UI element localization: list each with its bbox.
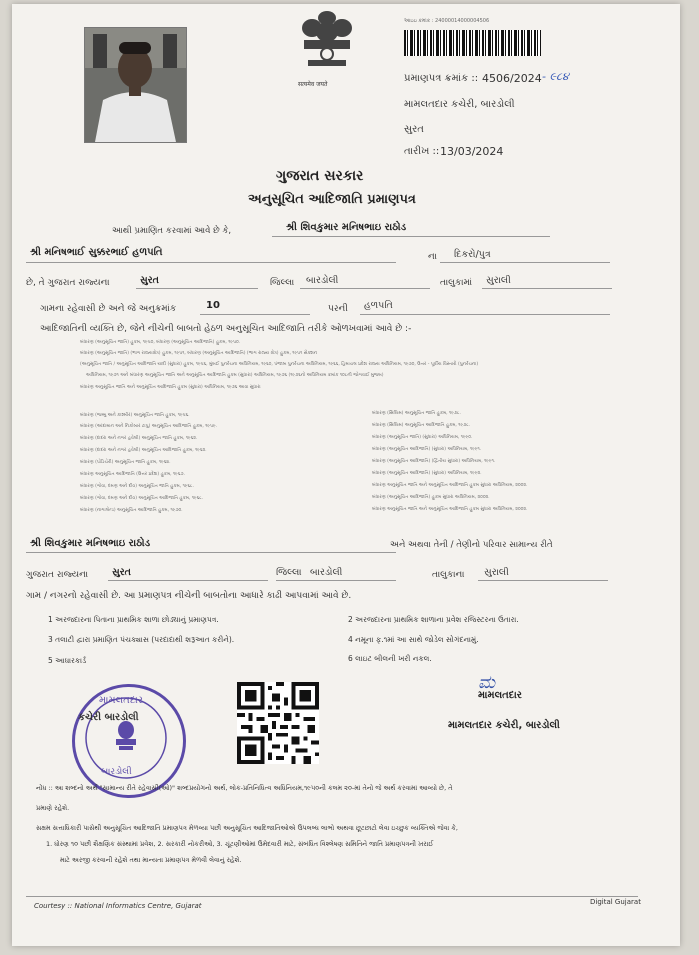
family-text: અને અથવા તેની / તેણીનો પરિવાર સામાન્ય રીતે	[390, 540, 553, 550]
note-1: નોંધ :: આ શબ્દનો અર્થ "સામાન્ય રીતે રહેવાસી(ઓ)" શબ્દપ્રયોગનો અર્થ, લોક-પ્રતિનિધિત્વ અધિનિયમ,૧૯૫૦ની કલમ ૨૦-માં તેનો જે અર્થ કરવામાં આવ્યો છે, તે	[36, 784, 453, 792]
emblem-caption: सत्यमेव जयते	[298, 81, 328, 88]
cert-no-handwritten: - ૯૮૪	[542, 70, 569, 83]
official-stamp	[72, 684, 186, 798]
signatory-title: મામલતદાર	[478, 690, 522, 701]
serial-value: 10	[206, 300, 220, 311]
applicant-name-2: શ્રી શિવકુમાર મનિષભાઇ રાઠોડ	[30, 538, 151, 549]
district2-value: સુરત	[112, 567, 131, 578]
caste-value: હળપતિ	[364, 300, 393, 311]
order-item: બંધારણ (અનુસૂચિત આદિજાતિ) (સુધારા) અધિનિયમ, ૧૯૯૧.	[372, 447, 482, 452]
note-1b: પ્રમાણે રહેશે.	[36, 804, 70, 812]
relation: દિકરો/પુત્ર	[454, 249, 491, 260]
order-item: બંધારણ (ગોવા, દમણ અને દીવ) અનુસૂચિત આદિજાતિ હુકમ, ૧૯૬૮.	[80, 496, 204, 501]
taluka-value: બારડોલી	[306, 275, 339, 286]
village-value: સુરાલી	[486, 275, 511, 286]
order-item: બંધારણ અનુસૂચિત જાતિ અને અનુસૂચિત આદિજાતિ હુકમ સુધારા અધિનિયમ, ૨૦૦૨.	[372, 507, 528, 512]
taluka2-value: બારડોલી	[310, 567, 343, 578]
certificate-title: અનુસૂચિત આદિજાતિ પ્રમાણપત્ર	[248, 192, 416, 207]
applicant-name: શ્રી શિવકુમાર મનિષભાઇ રાઠોડ	[286, 222, 407, 233]
order-item: બંધારણ અનુસૂચિત જાતિ અને અનુસૂચિત આદિજાતિ હુકમ (સુધારા) અધિનિયમ, ૧૯૭૬ આવા સુધારા	[80, 385, 261, 390]
order-item: બંધારણ અનુસૂચિત આદિજાતિ (ઉત્તર પ્રદેશ) હુકમ, ૧૯૬૭.	[80, 472, 185, 477]
document-item: 4 નમૂના ફ.૧માં આ સાથે જોડેલ સોગંદનામું.	[348, 635, 479, 644]
stamp-overlay-text: કચેરી બારડોલી	[78, 712, 139, 723]
govt-title: ગુજરાત સરકાર	[276, 168, 364, 184]
district-label: જિલ્લા	[270, 278, 295, 288]
issue-date: 13/03/2024	[440, 145, 504, 158]
basis-text: ગામ / નગરનો રહેવાસી છે. આ પ્રમાણપત્ર નીચેની બાબતોના આધારે કાઢી આપવામાં આવે છે.	[26, 591, 352, 601]
district2-label: જિલ્લા	[276, 567, 302, 578]
stamp-bottom-text: બારડોલી	[101, 767, 132, 777]
order-item: બંધારણ (અનુસૂચિત જાતિ) (ભાગ રાજ્યક્ષેત્ર) હુકમ, ૧૯૫૧, બંધારણ (અનુસૂચિત આદિજાતિ) (ભાગ રાજ્ય ક્ષેત્ર) હુકમ, ૧૯૫૧ સેક્શન	[80, 351, 318, 356]
signatory-office: મામલતદાર કચેરી, બારડોલી	[448, 720, 560, 731]
certify-text: આથી પ્રમાણિત કરવામાં આવે છે કે,	[112, 226, 232, 236]
document-item: 6 લાઇટ બીલની ખરી નકલ.	[348, 654, 432, 663]
national-emblem-icon	[294, 8, 360, 88]
cert-no-label: પ્રમાણપત્ર ક્રમાંક ::	[404, 73, 479, 84]
parent-name: શ્રી મનિષભાઈ સુક્કરભાઈ હળપતિ	[30, 247, 163, 258]
document-item: 5 આધારકાર્ડ	[48, 656, 87, 665]
date-label: તારીખ ::	[404, 146, 440, 157]
footer-divider	[26, 896, 638, 897]
barcode-number: આઇઇ કમાંક : 24000014000004506	[404, 18, 490, 24]
note-3: 1. ધોરણ ૧૦ પછી શૈક્ષણિક સંસ્થામાં પ્રવેશ, 2. સરકારી નોકરીઓ, 3. ચૂંટણીઓમાં ઉમેદવારી માટે, સંબંધિત વિશ્લેષણ સમિતિને જાતિ પ્રમાણપત્રની ખરાઈ	[46, 840, 434, 848]
order-item: બંધારણ (અનુસૂચિત આદિજાતિ) (સુધારા) અધિનિયમ, ૧૯૯૨.	[372, 471, 482, 476]
recognized-text: આદિજાતિની વ્યક્તિ છે, જેને નીચેની બાબતો હેઠળ અનુસૂચિત આદિજાતિ તરીકે ઓળખવામાં આવે છે :-	[40, 324, 412, 334]
order-item: બંધારણ (અનુસૂચિત જાતિ) હુકમ, ૧૯૫૦, બંધારણ (અનુસૂચિત આદિજાતિ) હુકમ, ૧૯૫૦.	[80, 340, 241, 345]
cert-no: 4506/2024	[482, 72, 542, 85]
order-item: બંધારણ (નાગાલેન્ડ) અનુસૂચિત આદિજાતિ હુકમ, ૧૯૭૦.	[80, 508, 183, 513]
footer-brand: Digital Gujarat	[590, 898, 641, 906]
state2-prefix: ગુજરાત રાજ્યના	[26, 570, 89, 580]
order-item: (અનુસૂચિત જાતિ / અનુસૂચિત આદિજાતિ યાદી (સુધારા) હુકમ, ૧૯૫૬, મુંબઈ પુનર્રચના અધિનિયમ, ૧૯૬૦, પંજાબ પુનર્રચના અધિનિયમ, ૧૯૬૬, હિમાચલ પ્રદેશ રાજ્ય અધિનિયમ, ૧૯૭૦, ઉત્તર - પૂર્વીય વિસ્તારો (પુનર્રચના)	[80, 362, 479, 367]
office-line1: મામલતદાર કચેરી, બારડોલી	[404, 99, 515, 110]
order-item: બંધારણ (જમ્મુ અને કાશ્મીર) અનુસૂચિત જાતિ હુકમ, ૧૯૫૬.	[80, 413, 190, 418]
order-item: બંધારણ (દાદરા અને નગર હવેલી) અનુસૂચિત જાતિ હુકમ, ૧૯૬૨.	[80, 436, 198, 441]
caste-label: પરની	[328, 304, 348, 314]
order-item: અધિનિયમ, ૧૯૭૧ અને બંધારણ અનુસૂચિત જાતિ અને અનુસૂચિત આદિજાતિ હુકમ (સુધારા) અધિનિયમ, ૧૯૭૬ (૧૯૭૬નો અધિનિયમ ક્રમાંક ૧૦૮ની જોગવાઈ મુજબ)	[86, 373, 384, 378]
village2-value: સુરાલી	[484, 567, 509, 578]
order-item: બંધારણ (અનુસૂચિત જાતિ) (સુધારા) અધિનિયમ, ૧૯૯૦.	[372, 435, 473, 440]
district-value: સુરત	[140, 275, 159, 286]
document-item: 2 અરજદારના પ્રાથમિક શાળાના પ્રવેશ રજિસ્ટરના ઉતારા.	[348, 615, 519, 624]
relation-prefix: ના	[428, 252, 437, 262]
order-item: બંધારણ (સિક્કિમ) અનુસૂચિત આદિજાતિ હુકમ, ૧૯૭૮.	[372, 423, 471, 428]
document-item: 1 અરજદારના પિતાના પ્રાથમિક શાળા છોડ્યાનું પ્રમાણપત્ર.	[48, 615, 219, 624]
order-item: બંધારણ (અનુસૂચિત આદિજાતિ) હુકમ સુધારા અધિનિયમ, ૨૦૦૨.	[372, 495, 490, 500]
footer-courtesy: Courtesy :: National Informatics Centre, Gujarat	[34, 902, 202, 910]
order-item: બંધારણ (આંદામાન અને નિકોબાર ટાપુ) અનુસૂચિત આદિજાતિ હુકમ, ૧૯૫૯.	[80, 424, 218, 429]
barcode	[404, 30, 541, 56]
order-item: બંધારણ અનુસૂચિત જાતિ અને અનુસૂચિત આદિજાતિ હુકમ સુધારા અધિનિયમ, ૨૦૦૨.	[372, 483, 528, 488]
note-2: સક્ષમ સત્તાધિકારી પાસેથી અનુસૂચિત આદિજાતિ પ્રમાણપત્ર મેળવ્યા પછી અનુસૂચિત આદિજાતિઓએ ઉપલબ્ધ લાભો અથવા છૂટછાટો લેવા ઇચ્છુક વ્યક્તિએ જેવા કે,	[36, 824, 458, 832]
document-item: 3 તલાટી દ્વારા પ્રમાણિત પંચક્યાસ (પરદાદાથી શરૂઆત કરીને).	[48, 635, 235, 644]
note-4: માટે અરજી કરવાની રહેશે તથા માન્યતા પ્રમાણપત્ર મેળવી લેવાનું રહેશે.	[60, 856, 242, 864]
taluka-label: તાલુકામાં	[440, 278, 473, 288]
office-line2: સુરત	[404, 124, 424, 135]
state-prefix: છે, તે ગુજરાત રાજ્યના	[26, 278, 110, 288]
order-item: બંધારણ (સિક્કિમ) અનુસૂચિત જાતિ હુકમ, ૧૯૭૮.	[372, 411, 461, 416]
stamp-top-text: મામલતદાર	[99, 695, 143, 706]
order-item: બંધારણ (પોંડિચેરી) અનુસૂચિત જાતિ હુકમ, ૧૯૬૪.	[80, 460, 171, 465]
taluka2-label: તાલુકાના	[432, 570, 465, 580]
order-item: બંધારણ (અનુસૂચિત આદિજાતિ) (દ્વિતીય સુધારા) અધિનિયમ, ૧૯૯૧.	[372, 459, 496, 464]
qr-code	[237, 682, 319, 764]
order-item: બંધારણ (ગોવા, દમણ અને દીવ) અનુસૂચિત જાતિ હુકમ, ૧૯૬૮.	[80, 484, 194, 489]
applicant-photo	[84, 27, 187, 143]
order-item: બંધારણ (દાદરા અને નગર હવેલી) અનુસૂચિત આદિજાતિ હુકમ, ૧૯૬૨.	[80, 448, 207, 453]
signature-scribble: ಮ	[478, 672, 496, 693]
resident-text: ગામના રહેવાસી છે અને જે અનુક્રમાંક	[40, 304, 177, 314]
